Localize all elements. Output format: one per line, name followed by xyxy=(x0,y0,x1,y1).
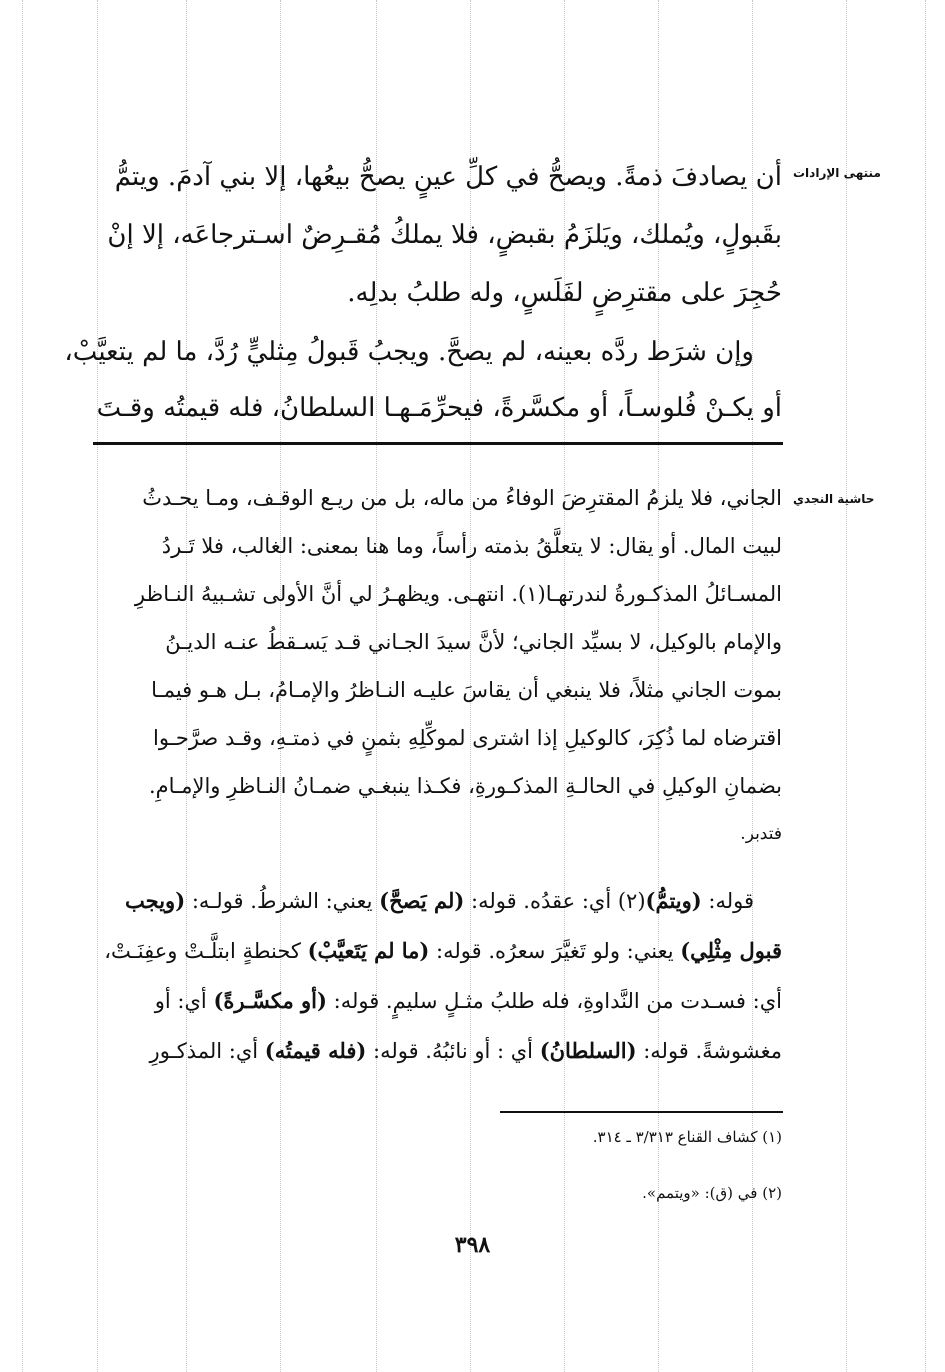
main-text xyxy=(107,148,782,322)
commentary-run: مغشوشةً. قوله: xyxy=(636,1039,782,1063)
commentary-run: أي: أو xyxy=(154,989,214,1013)
commentary-run-bold: (ما لم يَتَعيَّبْ) xyxy=(307,938,430,963)
commentary-run-bold: قبول مِثْلِي) xyxy=(680,938,782,963)
commentary-line xyxy=(104,926,782,976)
hashiya-line: المسـائلُ المذكـورةُ لندرتهـا(١). انتهـى. ويظهـرُ لي أنَّ الأولى تشـبيهُ النـاظرِ xyxy=(134,582,782,606)
commentary-run-bold: (أو مكسَّـرةً) xyxy=(213,988,327,1013)
commentary-run-bold: (ويجب xyxy=(125,888,186,913)
main-line: أو يكـنْ فُلوسـاً، أو مكسَّرةً، فيحرِّمَـهـا السلطانُ، فله قيمتُه وقـتَ xyxy=(96,393,782,423)
commentary-run: يعني: الشرطُ. قولـه: xyxy=(185,889,380,913)
main-line: أن يصادفَ ذمةً. ويصحُّ في كلِّ عينٍ يصحُّ بيعُها، إلا بني آدمَ. ويتمُّ xyxy=(114,162,782,192)
hashiya-text xyxy=(134,474,782,858)
main-line: حُجِرَ على مقترِضٍ لفَلَسٍ، وله طلبُ بدلِه. xyxy=(347,278,782,308)
hashiya-line: اقترضاه لما ذُكِرَ، كالوكيلِ إذا اشترى لموكِّلِهِ بثمنٍ في ذمتـهِ، وقـد صرَّحـوا xyxy=(153,726,782,750)
commentary-text xyxy=(104,876,782,1076)
commentary-line xyxy=(125,876,782,926)
commentary-run: قوله: xyxy=(701,889,754,913)
main-line: وإن شرَط ردَّه بعينه، لم يصحَّ. ويجبُ قَبولُ مِثليٍّ رُدَّ، ما لم يتعيَّبْ، xyxy=(64,337,754,367)
hashiya-line: بموت الجاني مثلاً، فلا ينبغي أن يقاسَ عليـه النـاظرُ والإمـامُ، بـل هـو فيمـا xyxy=(151,678,782,702)
commentary-run: أي: المذكـورِ xyxy=(149,1039,265,1063)
guide-line xyxy=(97,0,98,1372)
commentary-run-bold: (لم يَصحَّ) xyxy=(379,888,465,913)
guide-line xyxy=(925,0,926,1372)
commentary-run: أي : أو نائبُهُ. قوله: xyxy=(366,1039,540,1063)
hashiya-line: لبيت المال. أو يقال: لا يتعلَّقُ بذمته رأساً، وما هنا بمعنى: الغالب، فلا تَـردُ xyxy=(161,534,782,558)
hashiya-line: الجاني، فلا يلزمُ المقترِضَ الوفاءُ من ماله، بل من ريـع الوقـف، ومـا يحـدثُ xyxy=(142,486,782,510)
commentary-run: أي: فسـدت من النَّداوةِ، فله طلبُ مثـلٍ سليمٍ. قوله: xyxy=(326,989,782,1013)
commentary-run-bold: (ويتمُّ) xyxy=(645,888,702,913)
footnote-divider xyxy=(500,1111,783,1113)
page-number: ٣٩٨ xyxy=(454,1232,491,1258)
commentary-line xyxy=(154,976,782,1026)
commentary-run: كحنطةٍ ابتلَّـتْ وعفِنَـتْ، xyxy=(104,939,308,963)
main-line: بقَبولٍ، ويُملك، ويَلزَمُ بقبضٍ، فلا يملكُ مُقـرِضٌ اسـترجاعَه، إلا إنْ xyxy=(107,220,782,250)
guide-line xyxy=(22,0,23,1372)
hashiya-line: والإمام بالوكيل، لا بسيِّد الجاني؛ لأنَّ سيدَ الجـاني قـد يَسـقطُ عنـه الديـنُ xyxy=(165,630,782,654)
margin-label-najdi: حاشية النجدي xyxy=(793,492,875,506)
section-divider xyxy=(93,442,783,445)
footnote-2: (٢) في (ق): «ويتمم». xyxy=(642,1184,782,1202)
margin-label-muntaha: منتهى الإرادات xyxy=(793,166,881,180)
hashiya-line: بضمانِ الوكيلِ في الحالـةِ المذكـورةِ، فكـذا ينبغـي ضمـانُ النـاظرِ والإمـامِ. xyxy=(148,774,782,798)
commentary-run: (٢) أي: عقدُه. قوله: xyxy=(464,889,646,913)
commentary-run-bold: (فله قيمتُه) xyxy=(264,1038,367,1063)
guide-line xyxy=(846,0,847,1372)
commentary-run-bold: (السلطانُ) xyxy=(539,1038,637,1063)
main-text-paragraph-2 xyxy=(64,324,782,436)
commentary-line xyxy=(149,1026,782,1076)
commentary-run: يعني: ولو تَغيَّرَ سعرُه. قوله: xyxy=(429,939,681,963)
footnote-1: (١) كشاف القناع ٣/٣١٣ ـ ٣١٤. xyxy=(592,1128,782,1146)
hashiya-line: فتدبر. xyxy=(740,824,782,844)
